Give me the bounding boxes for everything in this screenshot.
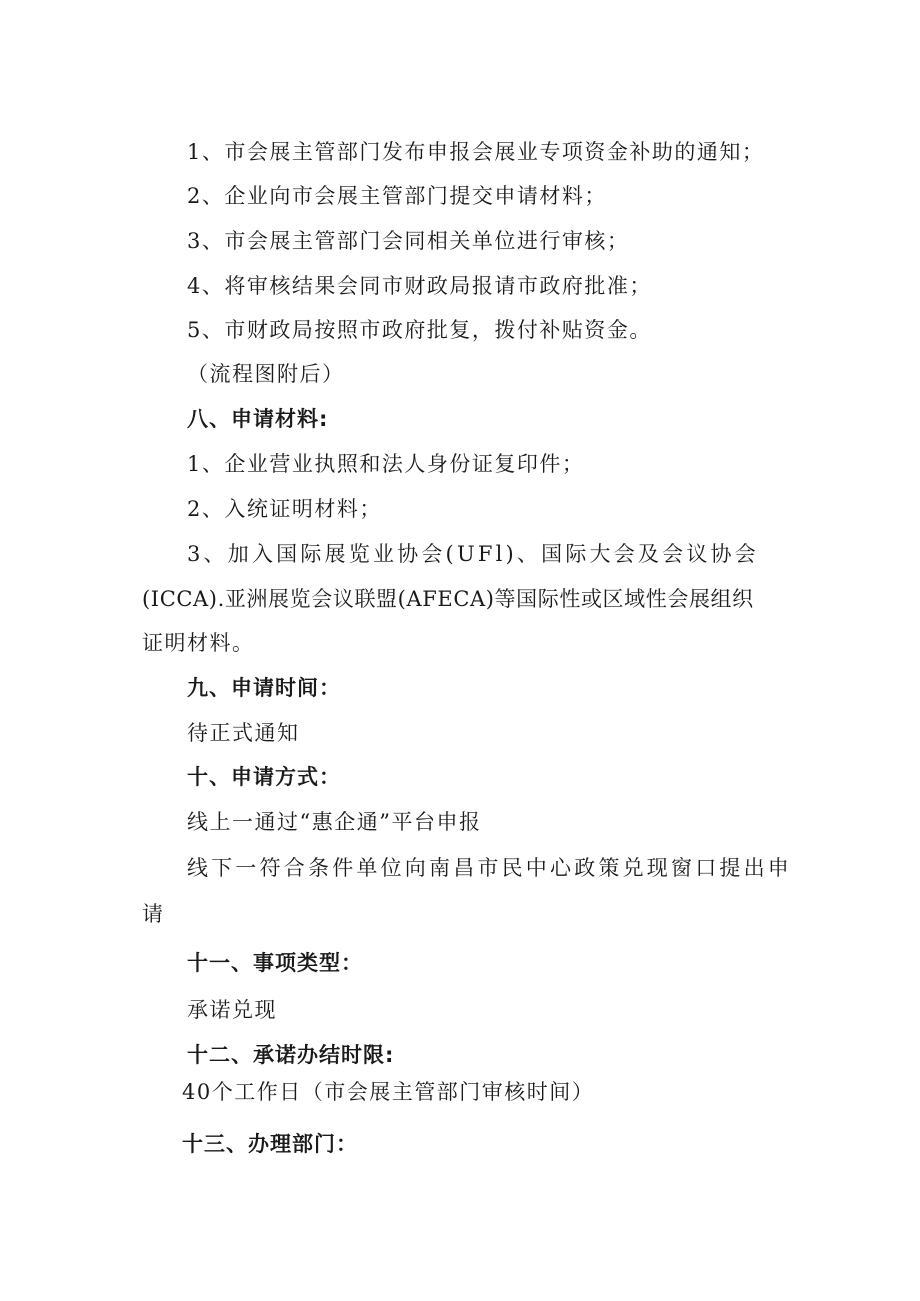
material-item-3-continued: (ICCA).亚洲展览会议联盟(AFECA)等国际性或区域性会展组织 [142,587,754,611]
material-item-3-end: 证明材料。 [142,631,255,655]
item-type: 承诺兑现 [187,998,277,1022]
process-step-1: 1、市会展主管部门发布申报会展业专项资金补助的通知； [187,140,765,164]
material-item-3: 3、加入国际展览业协会(UFl)、国际大会及会议协会 [187,542,759,566]
section-heading-deadline: 十二、承诺办结时限: [187,1043,395,1067]
material-item-1: 1、企业营业执照和法人身份证复印件； [187,452,585,476]
process-step-2: 2、企业向市会展主管部门提交申请材料； [187,184,607,208]
process-step-5: 5、市财政局按照市政府批复，拨付补贴资金。 [187,318,652,342]
process-step-3: 3、市会展主管部门会同相关单位进行审核； [187,229,630,253]
flowchart-note: （流程图附后） [187,362,345,386]
section-heading-department: 十三、办理部门： [182,1132,358,1156]
section-heading-materials: 八、申请材料: [187,407,329,431]
method-online: 线上一通过“惠企通”平台申报 [187,810,482,834]
method-offline-end: 请 [142,902,165,926]
section-heading-method: 十、申请方式： [187,765,341,789]
application-time: 待正式通知 [187,721,300,745]
section-heading-type: 十一、事项类型： [187,951,363,975]
deadline-value: 40个工作日（市会展主管部门审核时间） [182,1080,595,1104]
process-step-4: 4、将审核结果会同市财政局报请市政府批准； [187,274,652,298]
method-offline: 线下一符合条件单位向南昌市民中心政策兑现窗口提出申 [187,856,792,880]
section-heading-time: 九、申请时间： [187,676,341,700]
material-item-2: 2、入统证明材料； [187,497,382,521]
